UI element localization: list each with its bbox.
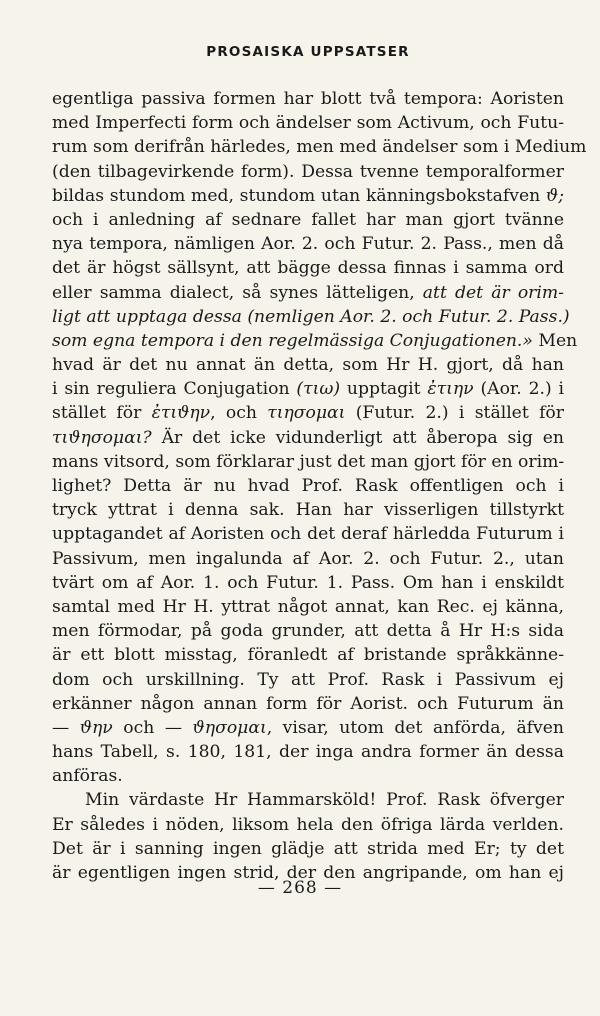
text-run: erkänner någon annan form för Aorist. och Futurum än (52, 693, 564, 714)
text-run: Men (532, 330, 578, 351)
text-line (52, 498, 564, 522)
text-run: och i anledning af sednare fallet har man gjort tvänne (52, 209, 564, 230)
text-run: (Aor. 2.) i (473, 379, 565, 400)
text-run: , visar, utom det anförda, äfven (266, 717, 564, 738)
paragraph-1 (52, 87, 587, 788)
text-line (52, 740, 564, 764)
text-line (52, 353, 564, 377)
text-run: tryck yttrat i denna sak. Han har visserligen tillstyrkt (52, 500, 564, 521)
text-line (52, 401, 564, 425)
text-run: är egentligen ingen strid, der den angripande, om han ej (52, 863, 564, 883)
text-line (52, 668, 564, 692)
text-run: dom och urskillning. Ty att Prof. Rask i Passivum ej (52, 669, 564, 690)
text-line (52, 474, 564, 498)
text-line (52, 716, 564, 740)
page-number: — 268 — (257, 878, 343, 898)
text-line (52, 692, 564, 716)
italic-text: ἐτιϑην (151, 403, 211, 424)
text-line (52, 837, 564, 861)
text-run: upptagit (340, 379, 428, 400)
text-line (52, 643, 564, 667)
running-head: PROSAISKA UPPSATSER (206, 44, 410, 60)
text-run: (Futur. 2.) i stället för (345, 403, 564, 424)
text-line (52, 595, 564, 619)
italic-text: (τιω) (296, 379, 341, 400)
text-line (52, 160, 564, 184)
text-run: lighet? Detta är nu hvad Prof. Rask offentligen och i (52, 476, 564, 496)
text-run: Er således i nöden, liksom hela den öfriga lärda verlden. (52, 814, 564, 835)
text-line (52, 281, 564, 305)
text-run: mans vitsord, som förklarar just det man gjort för en orim- (52, 451, 565, 472)
text-line (52, 813, 564, 837)
italic-text: som egna tempora i den regelmässiga Conjugationen.» (52, 330, 533, 351)
text-run: rum som derifrån härledes, men med ändelser som i Medium (52, 137, 587, 158)
paragraph-2 (52, 788, 564, 885)
italic-text: τιησομαι (267, 403, 346, 424)
text-line (52, 426, 564, 450)
text-run: hans Tabell, s. 180, 181, der inga andra former än dessa (52, 742, 564, 763)
text-run: med Imperfecti form och ändelser som Activum, och Futu- (52, 113, 564, 134)
text-line (52, 135, 587, 159)
text-line (52, 111, 564, 135)
text-run: — (52, 717, 80, 738)
text-run: stället för (52, 403, 152, 424)
text-run: (den tilbagevirkende form). Dessa tvenne temporalformer (52, 161, 564, 182)
text-run: tvärt om af Aor. 1. och Futur. 1. Pass. Om han i enskildt (52, 572, 564, 593)
text-line (52, 619, 564, 643)
text-run: och — (112, 717, 193, 738)
text-run: är ett blott misstag, föranledt af bristande språkkänne- (52, 645, 564, 666)
text-run: Det är i sanning ingen glädje att strida med Er; ty det (52, 838, 564, 859)
text-run: egentliga passiva formen har blott två tempora: Aoristen (52, 89, 564, 109)
text-run: samtal med Hr H. yttrat något annat, kan Rec. ej känna, (52, 596, 564, 617)
text-run: , och (210, 403, 268, 424)
text-line (52, 450, 564, 474)
text-run: Är det icke vidunderligt att åberopa sig en (151, 427, 564, 448)
text-run: det är högst sällsynt, att bägge dessa finnas i samma ord (52, 258, 564, 279)
text-line (52, 788, 564, 812)
text-line (52, 547, 564, 571)
text-run: men förmodar, på goda grunder, att detta å Hr H:s sida (52, 621, 564, 642)
body-text (52, 87, 587, 885)
text-line (52, 764, 564, 788)
text-line (52, 305, 570, 329)
text-run: eller samma dialect, så synes lätteligen, (52, 282, 423, 303)
italic-text: τιϑησομαι? (52, 427, 152, 448)
text-line (52, 329, 578, 353)
text-line (52, 87, 564, 111)
italic-text: ϑ; (545, 185, 564, 206)
italic-text: att det är orim- (422, 282, 564, 303)
text-run: anföras. (52, 766, 123, 787)
text-run: nya tempora, nämligen Aor. 2. och Futur. 2. Pass., men då (52, 234, 564, 255)
text-line (52, 184, 564, 208)
italic-text: ἐτιην (427, 379, 474, 400)
italic-text: ϑην (79, 717, 113, 738)
text-line (52, 208, 564, 232)
text-run: hvad är det nu annat än detta, som Hr H. gjort, då han (52, 355, 564, 376)
text-line (52, 571, 564, 595)
text-run: Min värdaste Hr Hammarsköld! Prof. Rask öfverger (85, 790, 564, 811)
text-run: upptagandet af Aoristen och det deraf härledda Futurum i (52, 524, 564, 545)
italic-text: ϑησομαι (192, 717, 267, 738)
text-line (52, 377, 564, 401)
text-line (52, 256, 564, 280)
text-run: bildas stundom med, stundom utan känningsbokstafven (52, 185, 546, 206)
text-run: Passivum, men ingalunda af Aor. 2. och Futur. 2., utan (52, 548, 564, 569)
text-line (52, 232, 564, 256)
italic-text: ligt att upptaga dessa (nemligen Aor. 2. och Futur. 2. Pass.) (52, 306, 570, 327)
text-run: i sin reguliera Conjugation (52, 379, 297, 400)
text-line (52, 522, 564, 546)
